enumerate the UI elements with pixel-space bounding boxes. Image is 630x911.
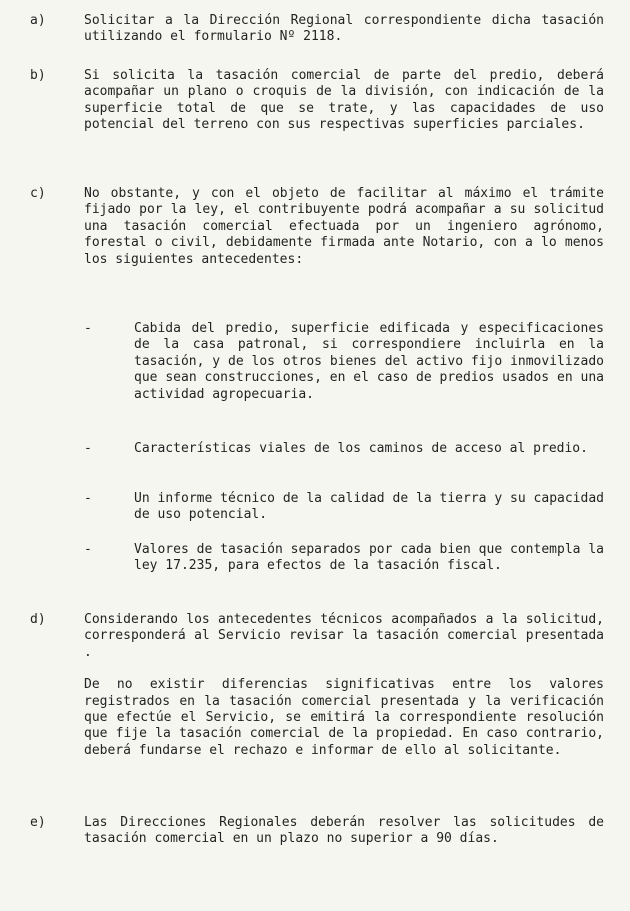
bullet-dash: -: [84, 542, 92, 557]
item-paragraph: Las Direcciones Regionales deberán resolver las solicitudes de tasación comercial en un plazo no superior a 90 días.: [84, 815, 604, 847]
item-paragraph: Solicitar a la Dirección Regional correspondiente dicha tasación utilizando el formulario Nº 2118.: [84, 13, 604, 45]
item-paragraph: Si solicita la tasación comercial de parte del predio, deberá acompañar un plano o croquis de la división, con indicación de la superficie total de que se trate, y las capacidades de uso potencial del terreno con sus respectivas superficies parciales.: [84, 68, 604, 133]
bullet-text: Cabida del predio, superficie edificada y especificaciones de la casa patronal, si correspondiere incluirla en la tasación, y de los otros bienes del activo fijo inmovilizado que sean construcciones, en el caso de predios usados en una actividad agropecuaria.: [134, 321, 604, 402]
item-body: [84, 13, 604, 46]
bullet-dash: -: [84, 321, 92, 336]
bullet-dash: -: [84, 491, 92, 506]
bullet-text: Un informe técnico de la calidad de la tierra y su capacidad de uso potencial.: [134, 491, 604, 523]
item-body: [84, 186, 604, 268]
item-body: [84, 68, 604, 134]
item-label: a): [30, 13, 46, 28]
item-body: [84, 612, 604, 759]
item-label: e): [30, 815, 46, 830]
item-body: [84, 815, 604, 848]
item-label: c): [30, 186, 46, 201]
bullet-text: Características viales de los caminos de acceso al predio.: [134, 441, 588, 456]
bullet-text: Valores de tasación separados por cada bien que contempla la ley 17.235, para efectos de la tasación fiscal.: [134, 542, 604, 574]
item-label: b): [30, 68, 46, 83]
item-label: d): [30, 612, 46, 627]
item-paragraph: Considerando los antecedentes técnicos acompañados a la solicitud, corresponderá al Servicio revisar la tasación comercial presentada .: [84, 612, 604, 660]
item-paragraph: No obstante, y con el objeto de facilitar al máximo el trámite fijado por la ley, el contribuyente podrá acompañar a su solicitud una tasación comercial efectuada por un ingeniero agrónomo, forestal o civil, debidamente firmada ante Notario, con a lo menos los siguientes antecedentes:: [84, 186, 604, 267]
item-paragraph: De no existir diferencias significativas entre los valores registrados en la tasación comercial presentada y la verificación que efectúe el Servicio, se emitirá la correspondiente resolución que fije la tasación comercial de la propiedad. En caso contrario, deberá fundarse el rechazo e informar de ello al solicitante.: [84, 677, 604, 758]
bullet-dash: -: [84, 441, 92, 456]
